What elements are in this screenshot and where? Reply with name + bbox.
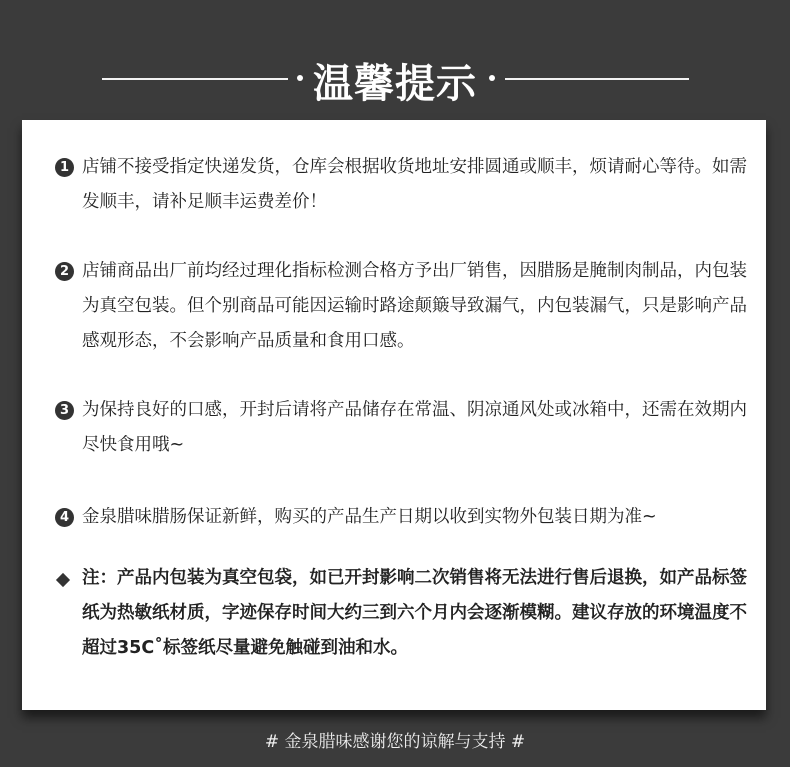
- notice-item-text: 店铺商品出厂前均经过理化指标检测合格方予出厂销售，因腊肠是腌制肉制品，内包装为真空包装。但个别商品可能因运输时路途颠簸导致漏气，内包装漏气，只是影响产品感观形态，不会影响产品质量和食用口感。: [82, 261, 747, 351]
- notice-item-text: 为保持良好的口感，开封后请将产品储存在常温、阴凉通风处或冰箱中，还需在效期内尽快食用哦~: [82, 400, 747, 455]
- number-badge-icon: 1: [55, 158, 74, 177]
- number-badge-icon: 3: [55, 401, 74, 420]
- title-dot-right: [489, 75, 495, 81]
- notice-item-4: [58, 500, 758, 535]
- notice-item-1: [58, 150, 758, 220]
- notice-card: [22, 120, 766, 710]
- footer-thanks: # 金泉腊味感谢您的谅解与支持 #: [264, 732, 526, 752]
- header: [0, 0, 790, 120]
- page-title: 温馨提示: [313, 61, 477, 107]
- title-divider-right: [505, 78, 689, 80]
- notice-item-text: 金泉腊味腊肠保证新鲜，购买的产品生产日期以收到实物外包装日期为准~: [82, 507, 657, 527]
- note-text: 注：产品内包装为真空包袋，如已开封影响二次销售将无法进行售后退换，如产品标签纸为热敏纸材质，字迹保存时间大约三到六个月内会逐渐模糊。建议存放的环境温度不超过35C˚标签纸尽量避免触碰到油和水。: [82, 568, 747, 658]
- notice-item-text: 店铺不接受指定快递发货，仓库会根据收货地址安排圆通或顺丰，烦请耐心等待。如需发顺丰，请补足顺丰运费差价！: [82, 157, 747, 212]
- notice-item-2: [58, 254, 758, 359]
- number-badge-icon: 4: [55, 508, 74, 527]
- notice-note: [58, 561, 758, 666]
- number-badge-icon: 2: [55, 262, 74, 281]
- notice-item-3: [58, 393, 758, 463]
